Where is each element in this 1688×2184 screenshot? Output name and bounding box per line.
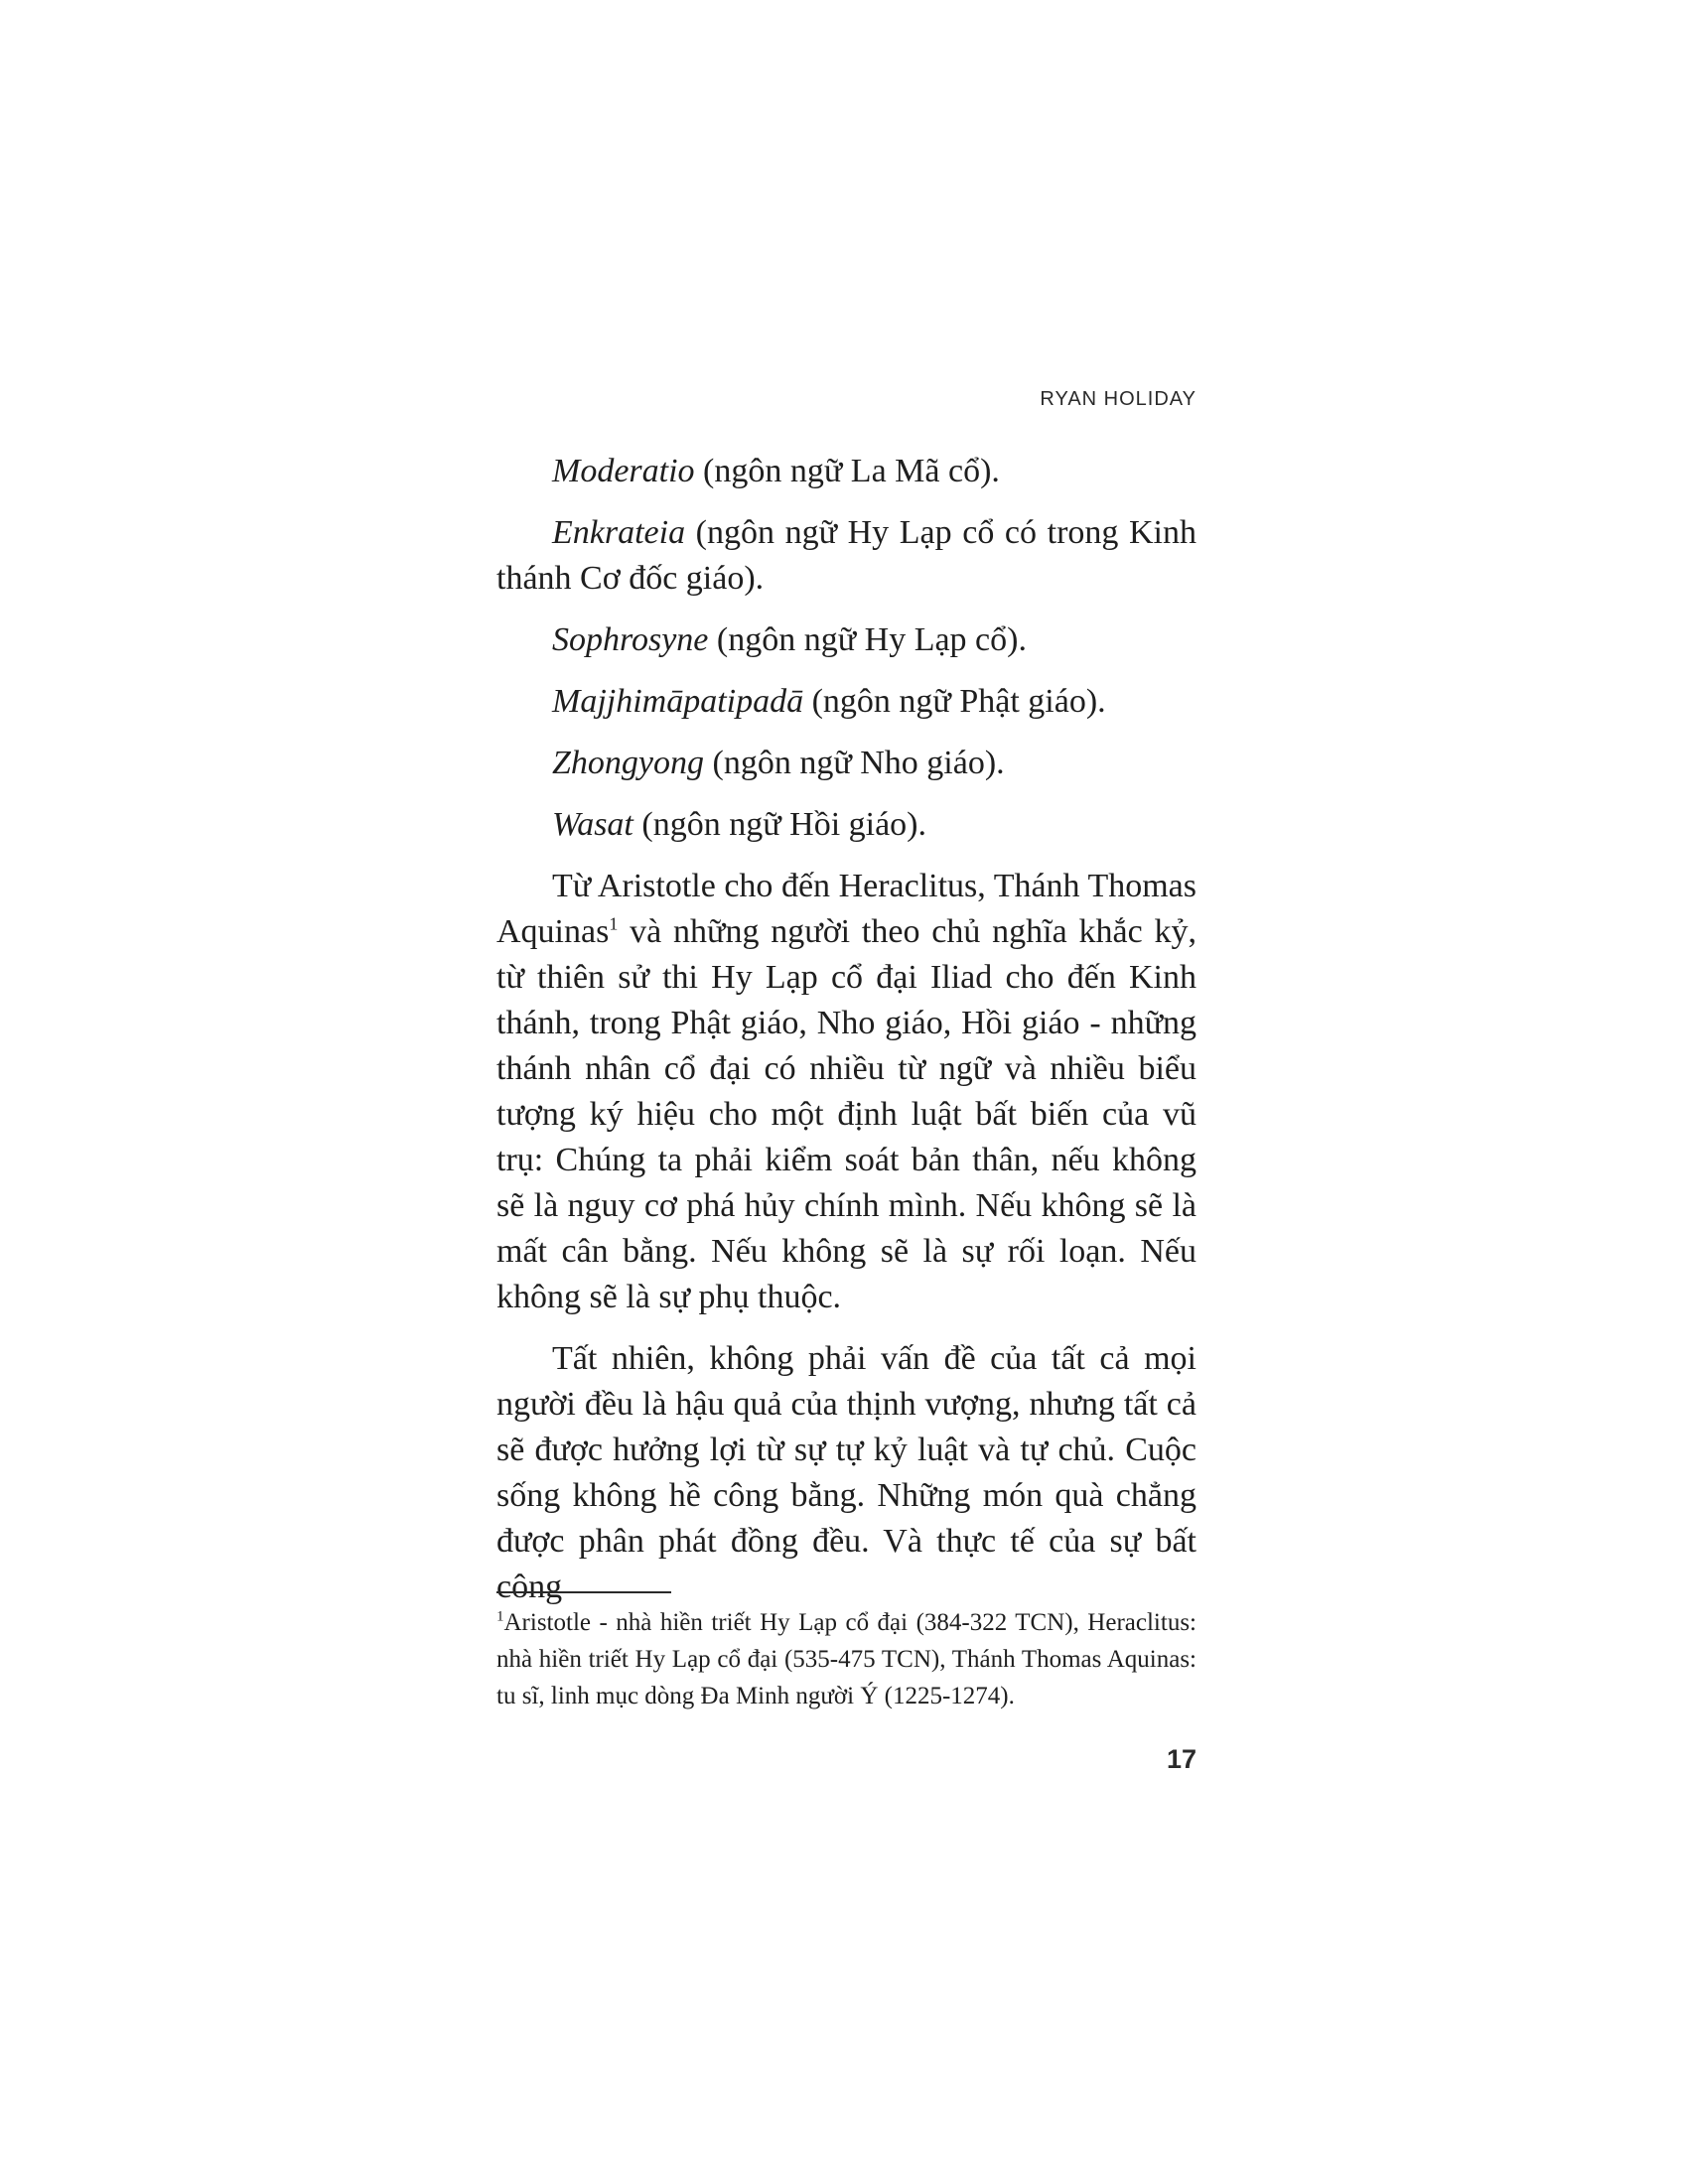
paragraph-text: và những người theo chủ nghĩa khắc kỷ, từ thiên sử thi Hy Lạp cổ đại Iliad cho đến Kinh thánh, trong Phật giáo, Nho giáo, Hồi giáo - những thánh nhân cổ đại có nhiều từ ngữ và nhiều biểu tượng ký hiệu cho một định luật bất biến của vũ trụ: Chúng ta phải kiểm soát bản thân, nếu không sẽ là nguy cơ phá hủy chính mình. Nếu không sẽ là mất cân bằng. Nếu không sẽ là sự rối loạn. Nếu không sẽ là sự phụ thuộc. [496,913,1196,1315]
footnote-text: Aristotle - nhà hiền triết Hy Lạp cổ đại (384-322 TCN), Heraclitus: nhà hiền triết Hy Lạp cổ đại (535-475 TCN), Thánh Thomas Aquinas: tu sĩ, linh mục dòng Đa Minh người Ý (1225-1274). [496,1609,1196,1709]
footnote-divider [496,1591,671,1593]
term-word: Wasat [552,806,633,843]
term-note: (ngôn ngữ Nho giáo). [704,745,1005,781]
footnote-number: 1 [496,1608,504,1625]
term-note: (ngôn ngữ Hy Lạp cổ có trong Kinh thánh Cơ đốc giáo). [496,514,1196,597]
paragraph-text: Từ Aristotle cho đến Heraclitus, Thánh Thomas Aquinas [496,868,1196,950]
term-note: (ngôn ngữ Phật giáo). [803,683,1106,720]
term-word: Enkrateia [552,514,686,551]
term-line [496,802,1196,848]
term-line [496,617,1196,663]
footnote [496,1604,1196,1714]
book-page [496,0,1196,2184]
term-note: (ngôn ngữ La Mã cổ). [694,453,1000,489]
term-word: Sophrosyne [552,621,709,658]
term-line [496,679,1196,725]
term-note: (ngôn ngữ Hồi giáo). [633,806,926,843]
term-note: (ngôn ngữ Hy Lạp cổ). [708,621,1027,658]
paragraph: Tất nhiên, không phải vấn đề của tất cả mọi người đều là hậu quả của thịnh vượng, nhưng tất cả sẽ được hưởng lợi từ sự tự kỷ luật và tự chủ. Cuộc sống không hề công bằng. Những món quà chẳng được phân phát đồng đều. Và thực tế của sự bất công [496,1340,1196,1605]
term-line [496,510,1196,602]
running-head-author: RYAN HOLIDAY [1040,388,1196,410]
paragraph [496,864,1196,1320]
term-line [496,741,1196,786]
term-line [496,449,1196,494]
term-word: Zhongyong [552,745,704,781]
term-word: Moderatio [552,453,695,489]
body-text [496,449,1196,1610]
term-word: Majjhimāpatipadā [552,683,804,720]
footnote-reference[interactable]: 1 [609,913,619,934]
page-number: 17 [1166,1744,1196,1774]
